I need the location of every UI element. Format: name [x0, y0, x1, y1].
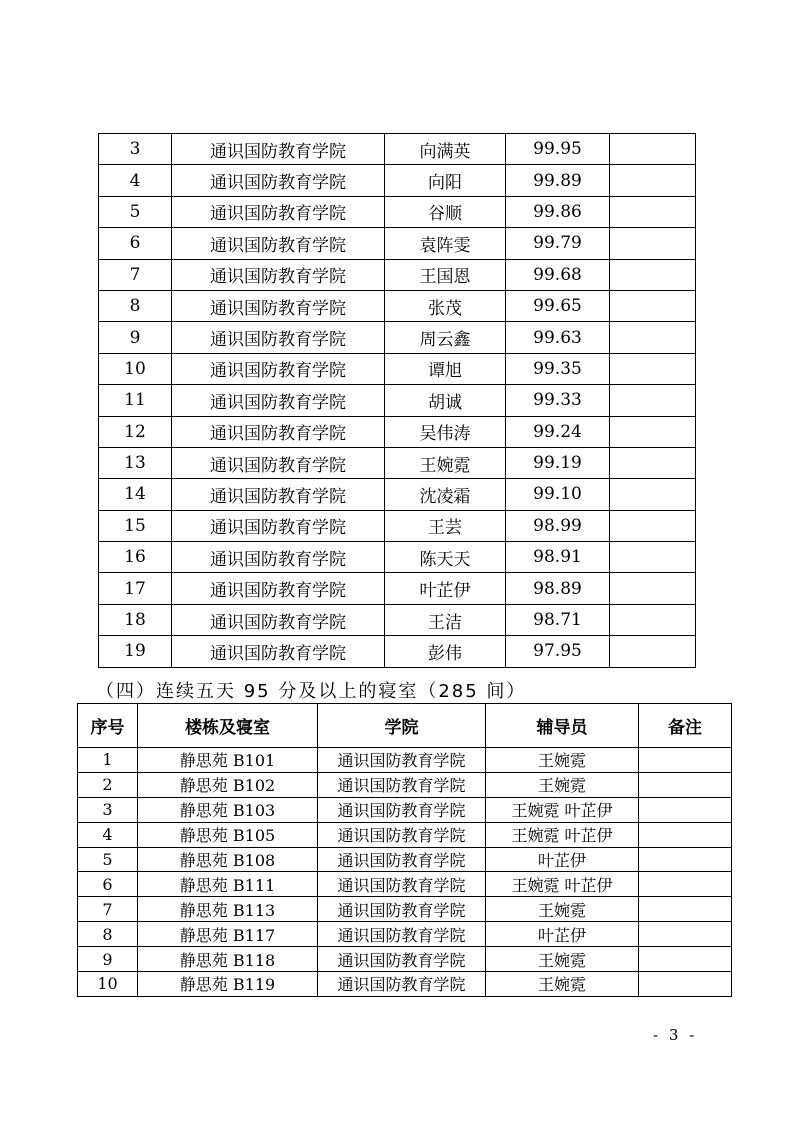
cell-remark: [610, 134, 696, 165]
table-row: [78, 872, 732, 897]
header-no: 序号: [78, 704, 138, 748]
cell-name: 张茂: [385, 290, 506, 321]
dormitory-table-body: [78, 748, 732, 997]
cell-remark: [639, 872, 732, 897]
cell-college: 通识国防教育学院: [318, 947, 486, 972]
cell-no: 18: [99, 604, 172, 635]
cell-college: 通识国防教育学院: [172, 353, 385, 384]
cell-no: 15: [99, 510, 172, 541]
table-row: [78, 772, 732, 797]
cell-name: 向满英: [385, 134, 506, 165]
cell-room: 静思苑 B102: [138, 772, 318, 797]
table-row: [99, 165, 696, 196]
cell-score: 97.95: [506, 636, 610, 667]
cell-college: 通识国防教育学院: [172, 636, 385, 667]
cell-remark: [610, 196, 696, 227]
table-row: [78, 748, 732, 773]
cell-no: 12: [99, 416, 172, 447]
cell-remark: [639, 972, 732, 997]
cell-no: 10: [99, 353, 172, 384]
cell-name: 王国恩: [385, 259, 506, 290]
cell-remark: [639, 772, 732, 797]
cell-counselor: 叶芷伊: [486, 922, 639, 947]
table-row: [99, 259, 696, 290]
cell-college: 通识国防教育学院: [172, 196, 385, 227]
cell-score: 98.89: [506, 573, 610, 604]
header-college: 学院: [318, 704, 486, 748]
cell-name: 吴伟涛: [385, 416, 506, 447]
cell-college: 通识国防教育学院: [172, 604, 385, 635]
dormitory-table: [77, 703, 732, 997]
header-room: 楼栋及寝室: [138, 704, 318, 748]
cell-counselor: 王婉霓 叶芷伊: [486, 822, 639, 847]
table-row: [99, 604, 696, 635]
cell-room: 静思苑 B111: [138, 872, 318, 897]
cell-name: 王芸: [385, 510, 506, 541]
cell-college: 通识国防教育学院: [318, 822, 486, 847]
cell-name: 谷顺: [385, 196, 506, 227]
cell-name: 周云鑫: [385, 322, 506, 353]
table-row: [99, 322, 696, 353]
cell-score: 98.91: [506, 542, 610, 573]
cell-name: 谭旭: [385, 353, 506, 384]
cell-room: 静思苑 B105: [138, 822, 318, 847]
cell-counselor: 叶芷伊: [486, 847, 639, 872]
cell-no: 6: [78, 872, 138, 897]
table-row: [99, 573, 696, 604]
cell-counselor: 王婉霓: [486, 972, 639, 997]
cell-remark: [610, 165, 696, 196]
cell-remark: [610, 385, 696, 416]
cell-score: 99.65: [506, 290, 610, 321]
cell-no: 8: [99, 290, 172, 321]
cell-college: 通识国防教育学院: [172, 134, 385, 165]
cell-remark: [610, 228, 696, 259]
cell-no: 4: [78, 822, 138, 847]
cell-college: 通识国防教育学院: [172, 510, 385, 541]
table-row: [99, 134, 696, 165]
cell-room: 静思苑 B113: [138, 897, 318, 922]
cell-college: 通识国防教育学院: [172, 290, 385, 321]
dormitory-table-header-row: [78, 704, 732, 748]
cell-college: 通识国防教育学院: [318, 922, 486, 947]
cell-college: 通识国防教育学院: [172, 573, 385, 604]
cell-score: 99.19: [506, 447, 610, 478]
table-row: [99, 385, 696, 416]
cell-college: 通识国防教育学院: [172, 228, 385, 259]
cell-no: 6: [99, 228, 172, 259]
cell-remark: [639, 922, 732, 947]
page-number: - 3 -: [653, 1026, 698, 1044]
cell-remark: [610, 542, 696, 573]
cell-score: 99.86: [506, 196, 610, 227]
table-row: [78, 797, 732, 822]
table-row: [99, 510, 696, 541]
cell-no: 17: [99, 573, 172, 604]
cell-remark: [639, 947, 732, 972]
cell-remark: [610, 353, 696, 384]
cell-remark: [610, 510, 696, 541]
cell-remark: [610, 259, 696, 290]
table-row: [99, 542, 696, 573]
cell-room: 静思苑 B103: [138, 797, 318, 822]
table-row: [99, 479, 696, 510]
cell-score: 99.68: [506, 259, 610, 290]
cell-no: 5: [99, 196, 172, 227]
table-row: [78, 947, 732, 972]
cell-counselor: 王婉霓: [486, 748, 639, 773]
table-row: [99, 416, 696, 447]
cell-room: 静思苑 B119: [138, 972, 318, 997]
cell-name: 陈天天: [385, 542, 506, 573]
cell-remark: [610, 604, 696, 635]
cell-remark: [610, 447, 696, 478]
cell-college: 通识国防教育学院: [172, 447, 385, 478]
cell-no: 3: [78, 797, 138, 822]
cell-college: 通识国防教育学院: [318, 847, 486, 872]
cell-college: 通识国防教育学院: [172, 479, 385, 510]
table-row: [99, 447, 696, 478]
cell-room: 静思苑 B118: [138, 947, 318, 972]
cell-college: 通识国防教育学院: [318, 972, 486, 997]
cell-college: 通识国防教育学院: [172, 259, 385, 290]
cell-name: 胡诚: [385, 385, 506, 416]
table-row: [99, 353, 696, 384]
cell-remark: [639, 822, 732, 847]
cell-college: 通识国防教育学院: [172, 322, 385, 353]
cell-college: 通识国防教育学院: [318, 872, 486, 897]
cell-no: 2: [78, 772, 138, 797]
cell-counselor: 王婉霓: [486, 772, 639, 797]
cell-no: 7: [99, 259, 172, 290]
cell-name: 王婉霓: [385, 447, 506, 478]
cell-no: 3: [99, 134, 172, 165]
cell-name: 叶芷伊: [385, 573, 506, 604]
section-heading: （四）连续五天 95 分及以上的寝室（285 间）: [96, 681, 527, 702]
cell-no: 13: [99, 447, 172, 478]
cell-score: 99.95: [506, 134, 610, 165]
cell-remark: [610, 636, 696, 667]
cell-remark: [610, 479, 696, 510]
student-score-table: [98, 133, 696, 668]
cell-college: 通识国防教育学院: [172, 165, 385, 196]
table-row: [99, 290, 696, 321]
cell-no: 11: [99, 385, 172, 416]
table-row: [78, 922, 732, 947]
cell-college: 通识国防教育学院: [318, 797, 486, 822]
cell-no: 7: [78, 897, 138, 922]
cell-room: 静思苑 B108: [138, 847, 318, 872]
cell-no: 4: [99, 165, 172, 196]
table-row: [78, 972, 732, 997]
table-row: [78, 897, 732, 922]
cell-no: 19: [99, 636, 172, 667]
cell-counselor: 王婉霓 叶芷伊: [486, 797, 639, 822]
cell-no: 1: [78, 748, 138, 773]
cell-score: 99.63: [506, 322, 610, 353]
header-counselor: 辅导员: [486, 704, 639, 748]
cell-college: 通识国防教育学院: [318, 897, 486, 922]
cell-remark: [639, 847, 732, 872]
cell-no: 16: [99, 542, 172, 573]
cell-remark: [610, 416, 696, 447]
cell-name: 沈凌霜: [385, 479, 506, 510]
cell-no: 5: [78, 847, 138, 872]
cell-no: 9: [99, 322, 172, 353]
cell-counselor: 王婉霓: [486, 897, 639, 922]
cell-name: 王洁: [385, 604, 506, 635]
cell-score: 99.79: [506, 228, 610, 259]
cell-remark: [639, 748, 732, 773]
cell-counselor: 王婉霓: [486, 947, 639, 972]
cell-remark: [639, 897, 732, 922]
cell-remark: [639, 797, 732, 822]
cell-name: 彭伟: [385, 636, 506, 667]
cell-name: 袁阵雯: [385, 228, 506, 259]
table-row: [99, 636, 696, 667]
cell-score: 98.99: [506, 510, 610, 541]
cell-counselor: 王婉霓 叶芷伊: [486, 872, 639, 897]
table-row: [78, 847, 732, 872]
cell-room: 静思苑 B117: [138, 922, 318, 947]
cell-remark: [610, 322, 696, 353]
student-score-table-body: [99, 134, 696, 668]
cell-remark: [610, 573, 696, 604]
cell-room: 静思苑 B101: [138, 748, 318, 773]
cell-no: 14: [99, 479, 172, 510]
cell-score: 98.71: [506, 604, 610, 635]
table-row: [78, 822, 732, 847]
cell-remark: [610, 290, 696, 321]
cell-score: 99.10: [506, 479, 610, 510]
header-remark: 备注: [639, 704, 732, 748]
cell-score: 99.24: [506, 416, 610, 447]
table-row: [99, 196, 696, 227]
cell-score: 99.35: [506, 353, 610, 384]
cell-college: 通识国防教育学院: [172, 385, 385, 416]
cell-no: 10: [78, 972, 138, 997]
cell-college: 通识国防教育学院: [318, 772, 486, 797]
cell-score: 99.33: [506, 385, 610, 416]
table-row: [99, 228, 696, 259]
cell-college: 通识国防教育学院: [172, 542, 385, 573]
cell-score: 99.89: [506, 165, 610, 196]
cell-no: 8: [78, 922, 138, 947]
cell-name: 向阳: [385, 165, 506, 196]
cell-college: 通识国防教育学院: [318, 748, 486, 773]
cell-college: 通识国防教育学院: [172, 416, 385, 447]
cell-no: 9: [78, 947, 138, 972]
